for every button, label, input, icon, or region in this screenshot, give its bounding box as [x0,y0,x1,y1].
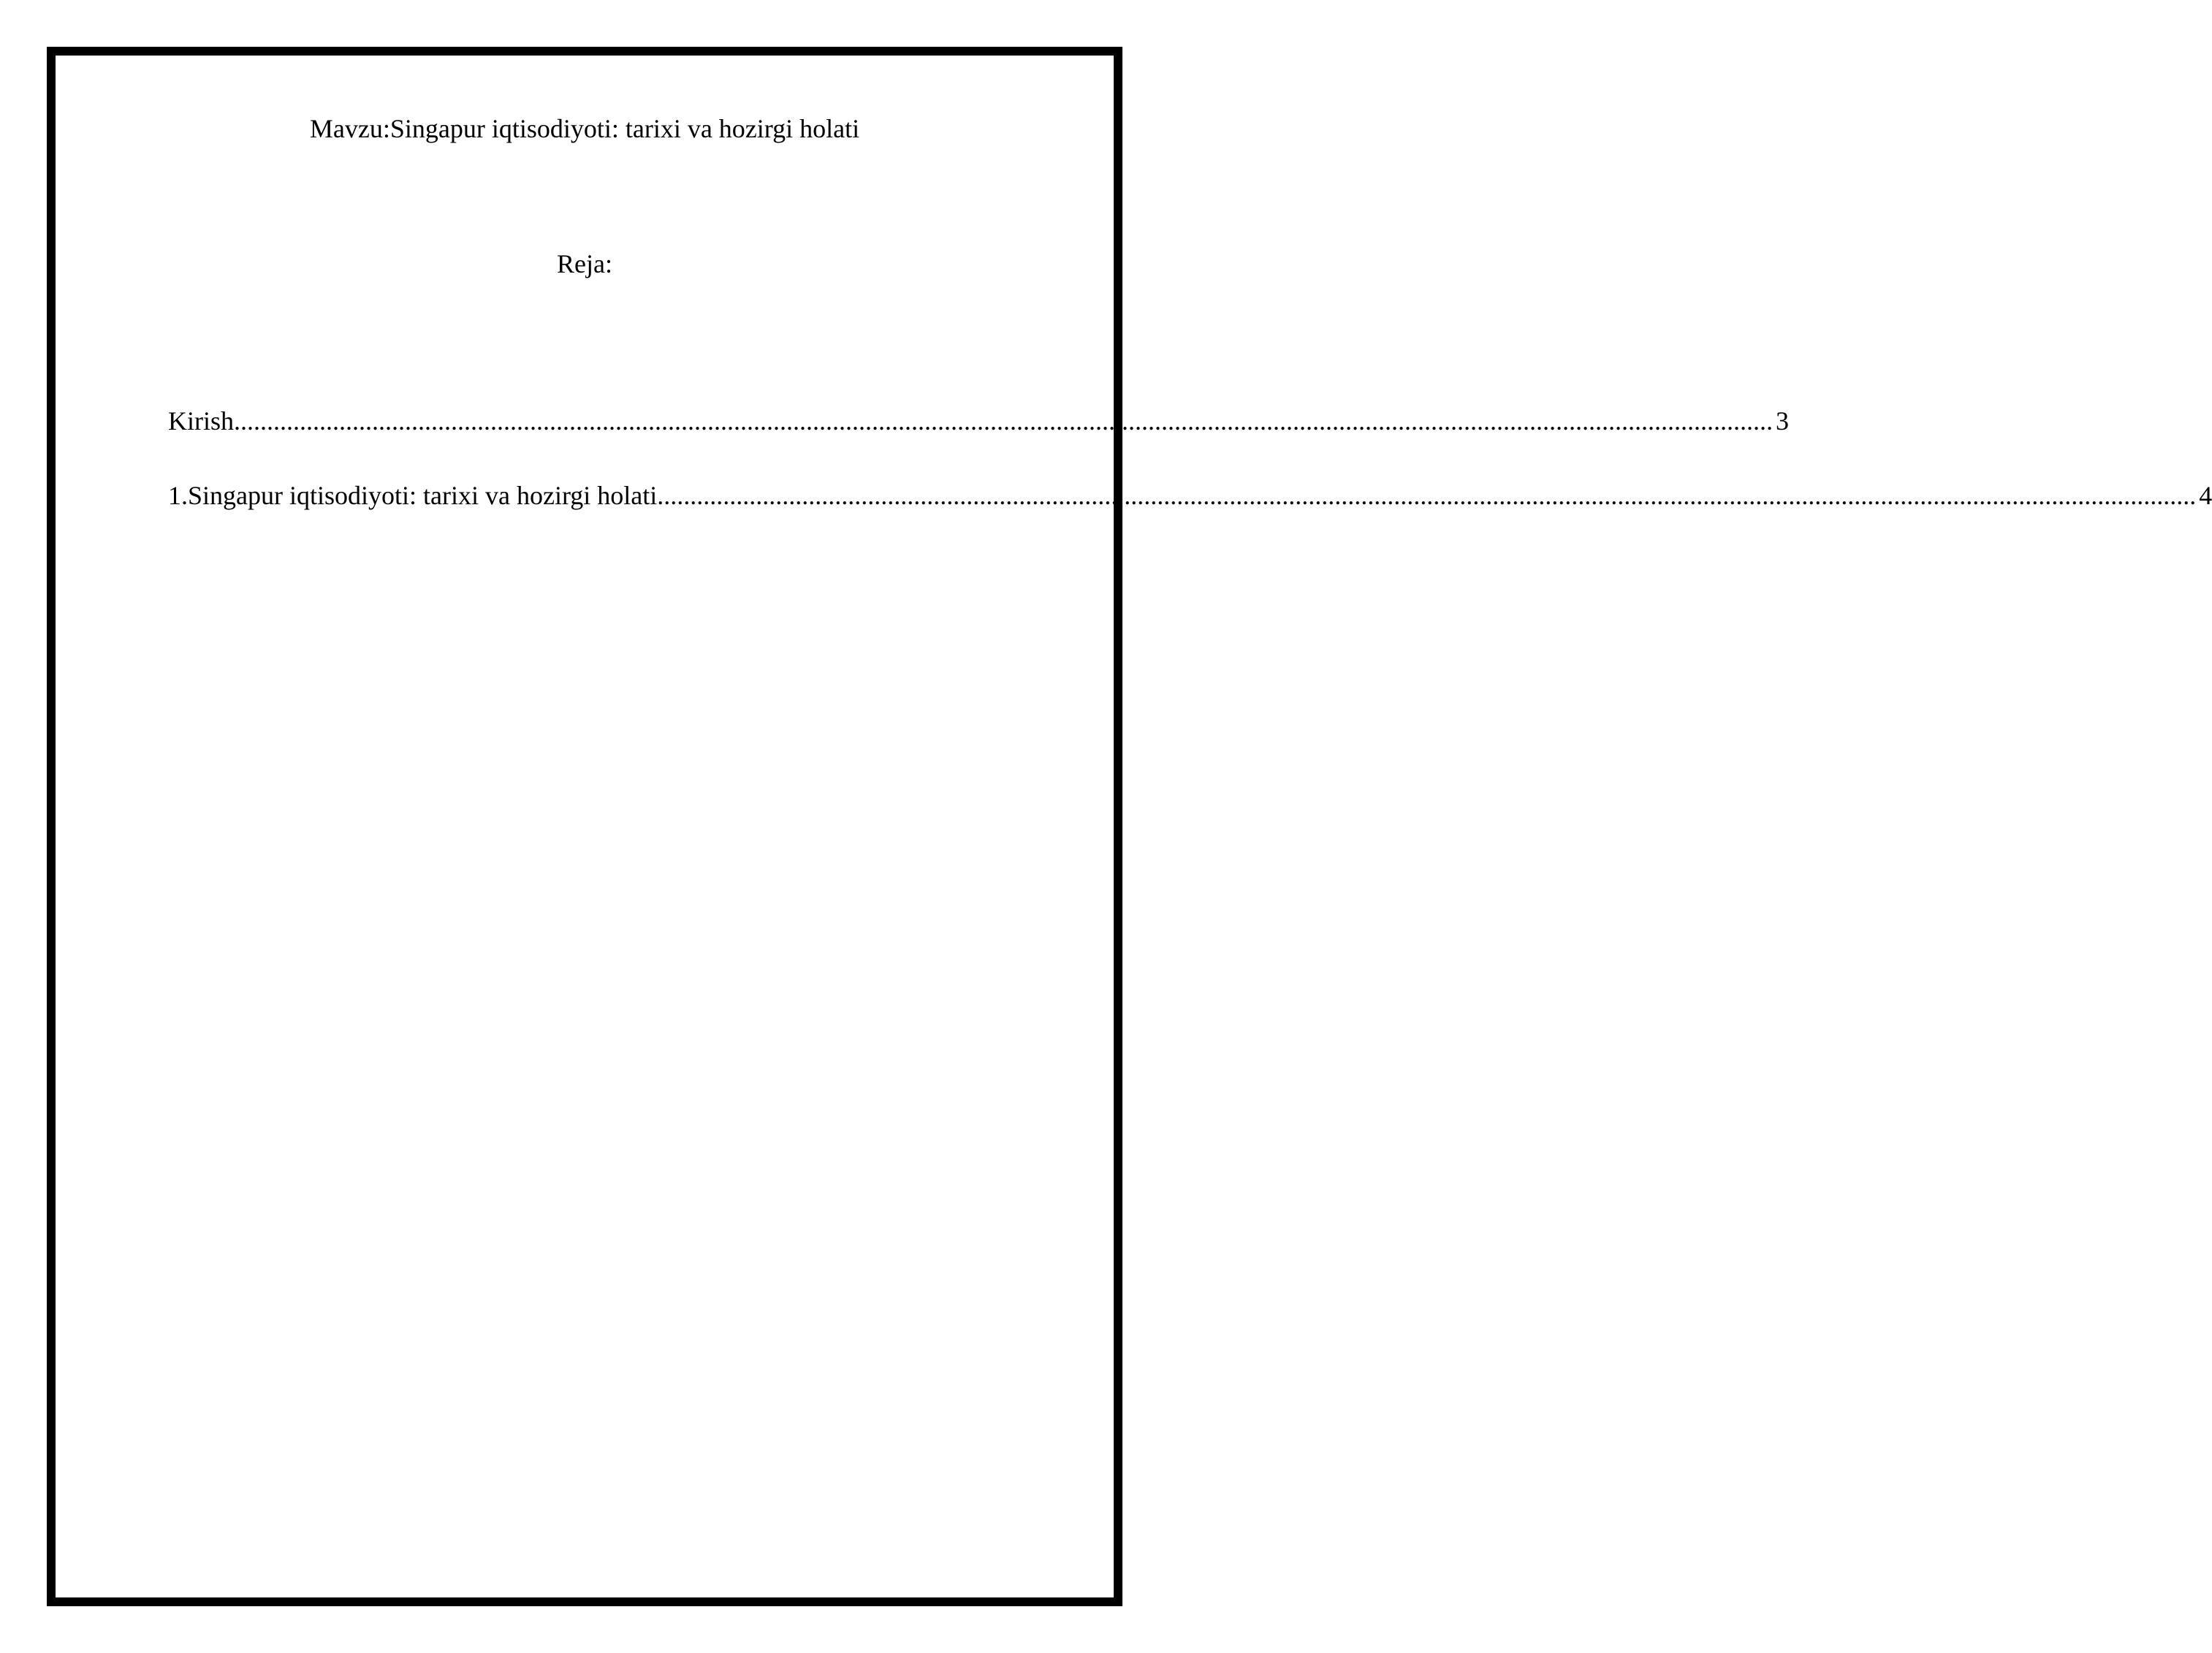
plan-heading: Reja: [557,249,612,278]
table-of-contents [168,402,2212,551]
toc-entry-label: Kirish [168,406,234,436]
toc-entry-kirish [168,402,1789,440]
toc-entry-chapter-1 [168,476,2212,514]
toc-dot-leader: .......................................................................................................................................................................................................................................... [657,481,2197,510]
toc-page-number: 4 [2199,481,2212,510]
toc-entry-label: 1.Singapur iqtisodiyoti: tarixi va hozirgi holati [168,481,658,510]
toc-page-number: 3 [1776,406,1789,436]
document-title: Mavzu:Singapur iqtisodiyoti: tarixi va hozirgi holati [309,114,860,143]
toc-dot-leader: .......................................................................................................................................................................................................................................... [234,406,1773,436]
